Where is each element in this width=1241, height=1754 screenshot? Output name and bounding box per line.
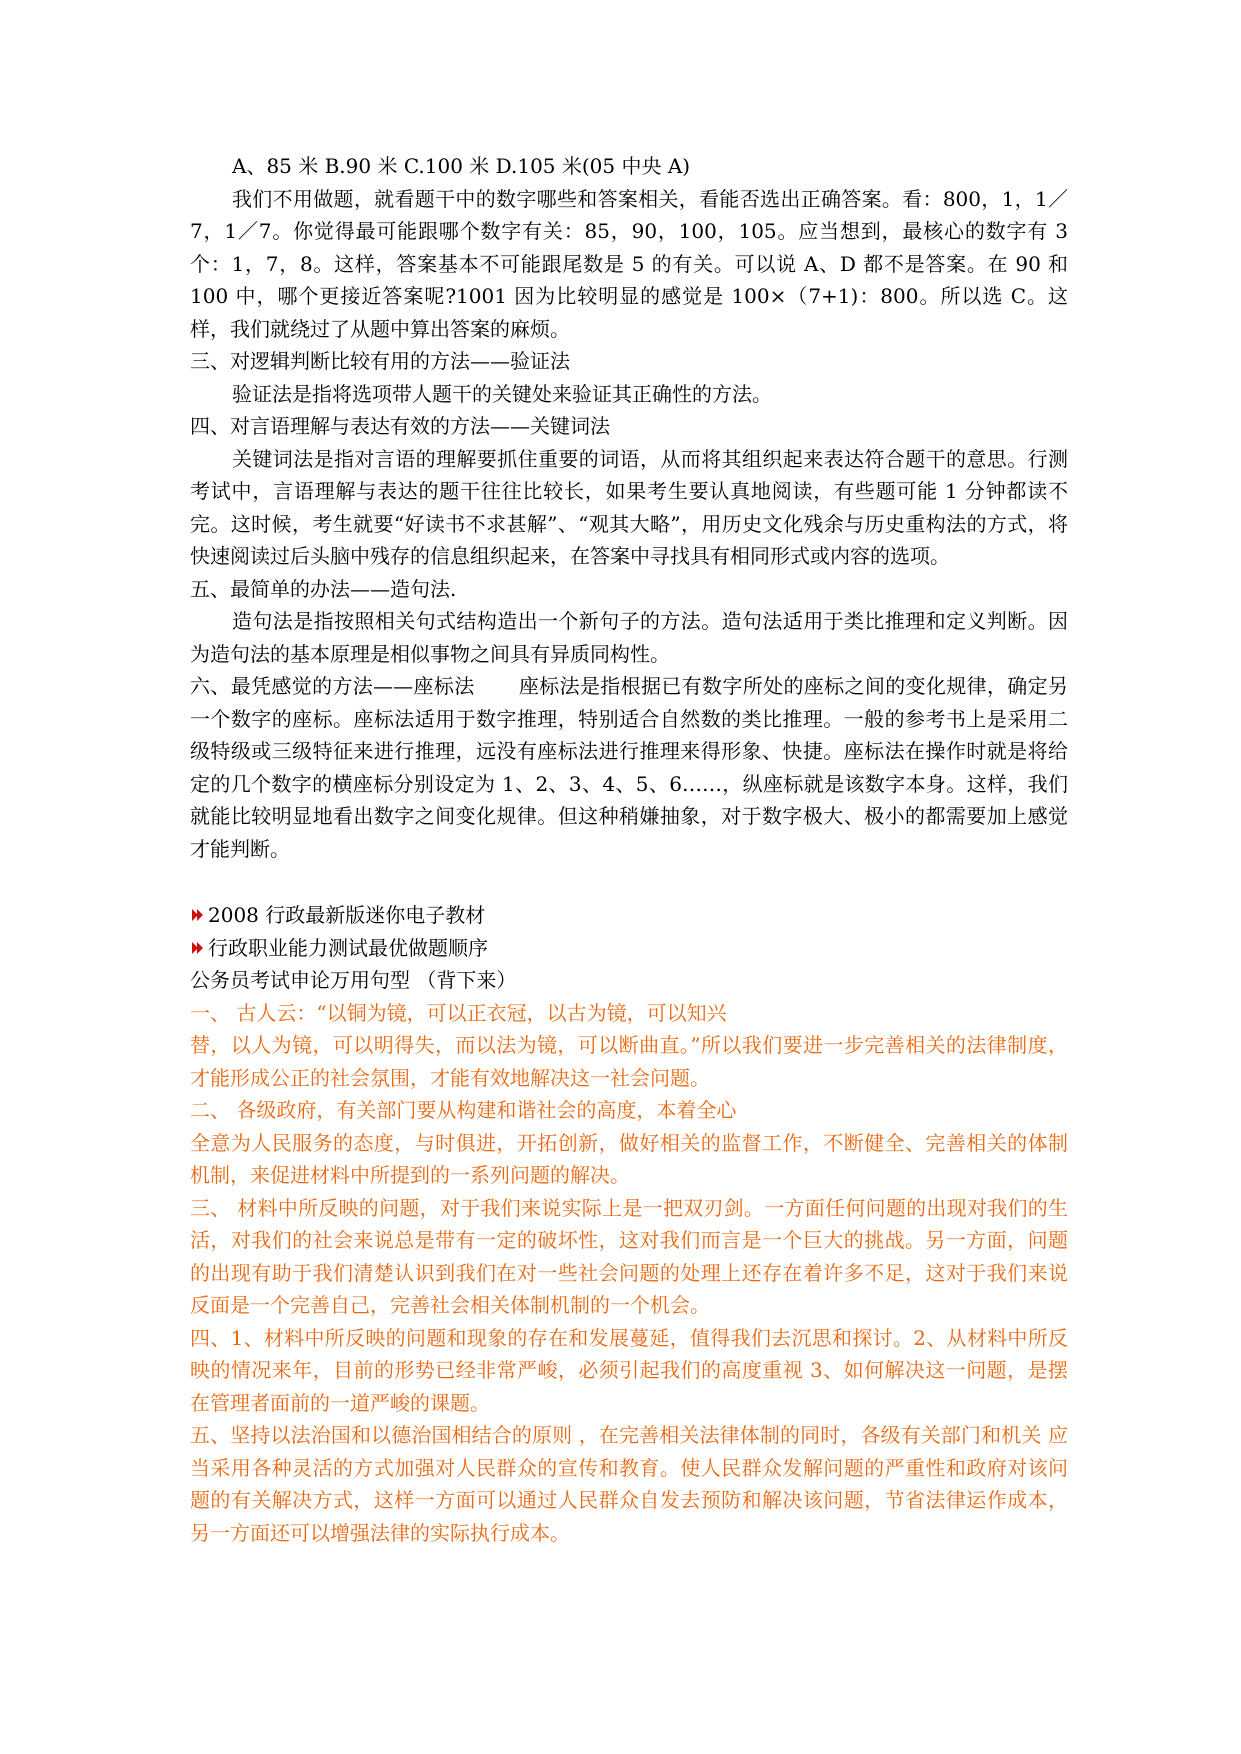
- shenlun-item-1-rest: 替，以人为镜，可以明得失，而以法为镜，可以断曲直。”所以我们要进一步完善相关的法律制度，才能形成公正的社会氛围，才能有效地解决这一社会问题。: [190, 1033, 1068, 1090]
- section-body-sentence: 造句法是指按照相关句式结构造出一个新句子的方法。造句法适用于类比推理和定义判断。因为造句法的基本原理是相似事物之间具有异质同构性。: [190, 609, 1068, 666]
- section-heading-keyword: 四、对言语理解与表达有效的方法——关键词法: [190, 414, 610, 438]
- section-heading-verification: 三、对逻辑判断比较有用的方法——验证法: [190, 349, 570, 373]
- section-coordinate: [190, 670, 1068, 865]
- section-body-coordinate: 座标法是指根据已有数字所处的座标之间的变化规律，确定另一个数字的座标。座标法适用于数字推理，特别适合自然数的类比推理。一般的参考书上是采用二级特级或三级特征来进行推理，远没有座标法进行推理来得形象、快捷。座标法在操作时就是将给定的几个数字的横座标分别设定为 1、2、3、4、5、6……，纵座标就是该数字本身。这样，我们就能比较明显地看出数字之间变化规律。但这种稍嫌抽象，对于数字极大、极小的都需要加上感觉才能判断。: [190, 674, 1069, 861]
- shenlun-item-4: 四、1、材料中所反映的问题和现象的存在和发展蔓延，值得我们去沉思和探讨。2、从材料中所反映的情况来年，目前的形势已经非常严峻，必须引起我们的高度重视 3、如何解决这一问题，是摆在管理者面前的一道严峻的课题。: [190, 1325, 1068, 1415]
- section-heading-sentence: 五、最简单的办法——造句法.: [190, 576, 457, 601]
- shenlun-item-3: 三、 材料中所反映的问题，对于我们来说实际上是一把双刃剑。一方面任何问题的出现对我们的生活，对我们的社会来说总是带有一定的破坏性，这对我们而言是一个巨大的挑战。另一方面，问题的出现有助于我们清楚认识到我们在对一些社会问题的处理上还存在着许多不足，这对于我们来说反面是一个完善自己，完善社会相关体制机制的一个机会。: [190, 1195, 1068, 1317]
- section-body-keyword: 关键词法是指对言语的理解要抓住重要的词语，从而将其组织起来表达符合题干的意思。行测考试中，言语理解与表达的题干往往比较长，如果考生要认真地阅读，有些题可能 1 分钟都读不完。这时候，考生就要“好读书不求甚解”、“观其大略”，用历史文化残余与历史重构法的方式，将快速阅读过后头脑中残存的信息组织起来，在答案中寻找具有相同形式或内容的选项。: [190, 446, 1068, 568]
- document-page: [190, 150, 1068, 1549]
- spacer: [190, 865, 1068, 899]
- question-options: A、85 米 B.90 米 C.100 米 D.105 米(05 中央 A): [232, 154, 691, 178]
- red-arrow-bullet-icon: [190, 940, 206, 956]
- section-body-verification: 验证法是指将选项带人题干的关键处来验证其正确性的方法。: [232, 381, 772, 406]
- shenlun-item-1-first-line: 一、 古人云：“以铜为镜，可以正衣冠，以古为镜，可以知兴: [190, 1000, 727, 1025]
- explanation-paragraph: 我们不用做题，就看题干中的数字哪些和答案相关，看能否选出正确答案。看：800，1，1／7，1／7。你觉得最可能跟哪个数字有关：85，90，100，105。应当想到，最核心的数字有 3 个：1，7，8。这样，答案基本不可能跟尾数是 5 的有关。可以说 A、D 都不是答案。在 90 和 100 中，哪个更接近答案呢?1001 因为比较明显的感觉是 100×（7+1)：800。所以选 C。这样，我们就绕过了从题中算出答案的麻烦。: [190, 186, 1068, 341]
- link-label-ebook[interactable]: 2008 行政最新版迷你电子教材: [208, 903, 486, 927]
- shenlun-title: 公务员考试申论万用句型 （背下来）: [190, 968, 517, 992]
- red-arrow-bullet-icon: [190, 907, 206, 923]
- shenlun-item-5: 五、坚持以法治国和以德治国相结合的原则 ，在完善相关法律体制的同时，各级有关部门和机关 应当采用各种灵活的方式加强对人民群众的宣传和教育。使人民群众发解问题的严重性和政府对该问题的有关解决方式，这样一方面可以通过人民群众自发去预防和解决该问题，节省法律运作成本，另一方面还可以增强法律的实际执行成本。: [190, 1423, 1068, 1545]
- link-label-order[interactable]: 行政职业能力测试最优做题顺序: [208, 935, 488, 960]
- link-item-ebook[interactable]: [190, 899, 1068, 932]
- section-heading-coordinate: 六、最凭感觉的方法——座标法: [190, 674, 475, 698]
- shenlun-item-2-first-line: 二、 各级政府，有关部门要从构建和谐社会的高度，本着全心: [190, 1098, 737, 1122]
- link-item-order[interactable]: [190, 932, 1068, 965]
- shenlun-item-2-rest: 全意为人民服务的态度，与时俱进，开拓创新，做好相关的监督工作，不断健全、完善相关的体制机制，来促进材料中所提到的一系列问题的解决。: [190, 1130, 1068, 1187]
